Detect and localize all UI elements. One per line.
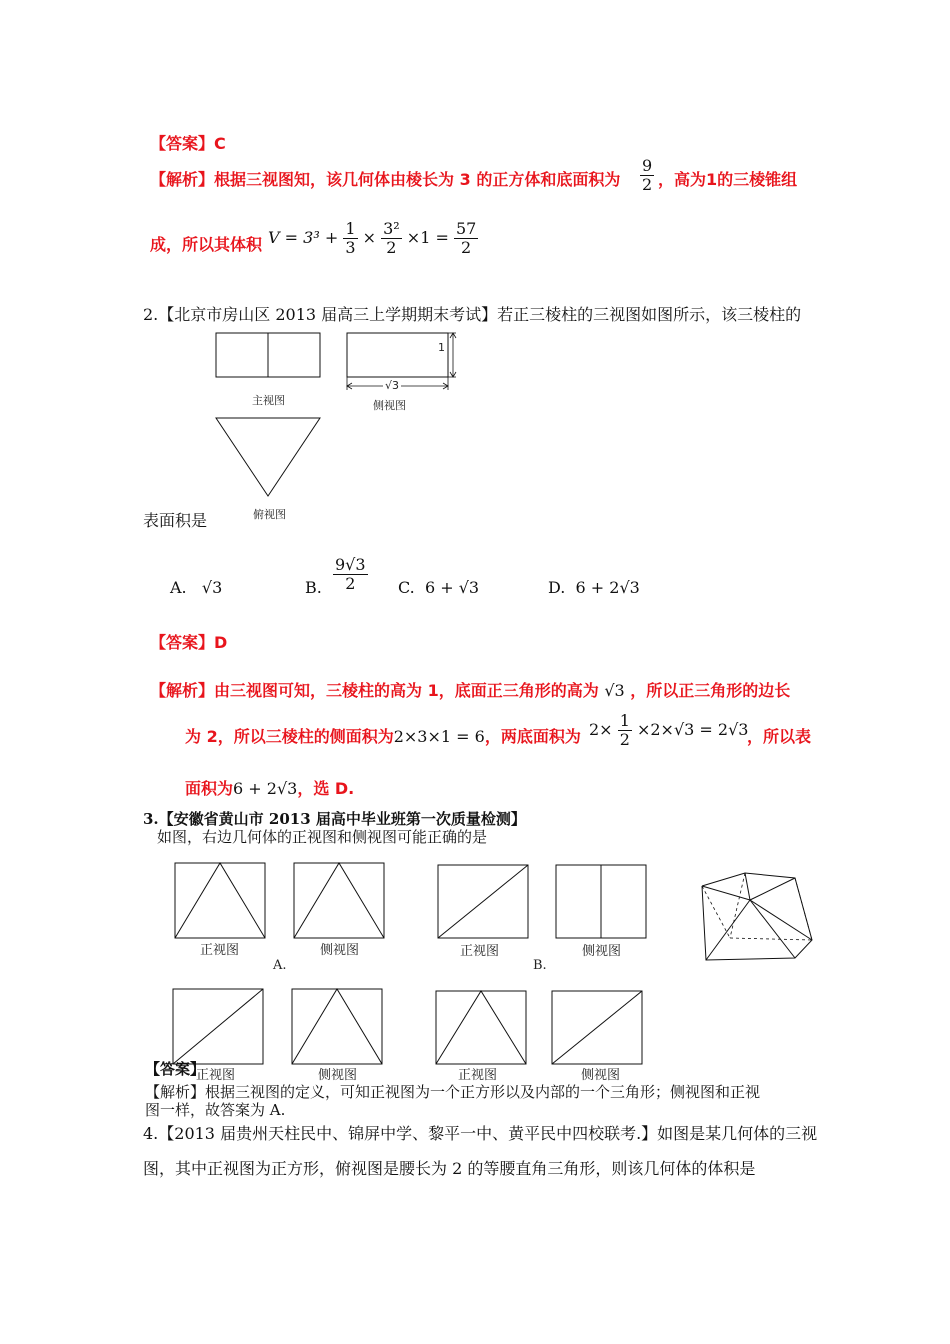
q2-analysis-line1: 【解析】由三视图可知，三棱柱的高为 1，底面正三角形的高为 √3 ，所以正三角形的边长 <box>150 681 791 700</box>
q1-volume-formula: V = 3³ + $\frac{1}{3}$ × $\frac{\text{3²}}{2}$ ×1 = $\frac{57}{2}$ <box>268 219 477 257</box>
q3-side-label-2: 侧视图 <box>582 944 622 959</box>
q2-stem: 2.【北京市房山区 2013 届高三上学期期末考试】若正三棱柱的三视图如图所示，该三棱柱的 <box>143 305 802 324</box>
q2-side-view-rect <box>347 333 448 377</box>
q2-front-view-label: 主视图 <box>252 394 285 407</box>
q2-analysis-line2: 为 2，所以三棱柱的侧面积为2×3×1 = 6，两底面积为 <box>185 727 581 746</box>
q2-analysis-line2-math: 2× $\frac{1}{2}$ ×2×√3 = 2√3 <box>589 711 749 749</box>
q3-stem-title: 3.【安徽省黄山市 2013 届高中毕业班第一次质量检测】 <box>143 810 526 828</box>
q3-stem-line: 如图，右边几何体的正视图和侧视图可能正确的是 <box>157 828 488 846</box>
q3-analysis-line2: 图一样，故答案为 A. <box>145 1101 286 1119</box>
q3-option-b: B. <box>533 958 547 973</box>
q1-analysis-line1-tail: ，高为1的三棱锥组 <box>658 170 798 189</box>
q2-dim-width: √3 <box>385 379 400 392</box>
q4-stem-line2: 图，其中正视图为正方形，俯视图是腰长为 2 的等腰直角三角形，则该几何体的体积是 <box>143 1159 756 1178</box>
q3-front-label-2: 正视图 <box>460 944 500 959</box>
q2-option-d: D. 6 + 2√3 <box>548 578 640 597</box>
q2-three-views <box>210 328 470 528</box>
q2-top-view-label: 俯视图 <box>253 508 286 521</box>
q1-base-area-fraction: $\frac{9}{2}$ <box>642 156 653 194</box>
q2-analysis-line2-tail: ，所以表 <box>747 727 812 746</box>
q2-option-b-fraction: $\frac{9√3}{2}$ <box>335 555 366 593</box>
q2-dim-height: 1 <box>438 341 445 354</box>
q2-option-a: A. √3 <box>170 578 223 597</box>
q2-option-b-letter: B. <box>305 578 322 597</box>
q3-front-label-4: 正视图 <box>458 1068 498 1083</box>
q1-analysis-line1: 【解析】根据三视图知，该几何体由棱长为 3 的正方体和底面积为 <box>150 170 621 189</box>
q3-side-label-4: 侧视图 <box>581 1068 621 1083</box>
q2-option-c: C. 6 + √3 <box>398 578 480 597</box>
q2-answer: 【答案】D <box>150 633 228 652</box>
q3-analysis: 【解析】根据三视图的定义，可知正视图为一个正方形以及内部的一个三角形；侧视图和正视 <box>145 1083 761 1101</box>
q4-stem-line1: 4.【2013 届贵州天柱民中、锦屏中学、黎平一中、黄平民中四校联考.】如图是某几何体的三视 <box>143 1124 818 1143</box>
q1-answer: 【答案】C <box>150 134 226 153</box>
q3-answer: 【答案】 <box>145 1060 206 1078</box>
q3-side-label-3: 侧视图 <box>318 1068 358 1083</box>
q3-front-label-3: 正视图 <box>196 1068 236 1083</box>
q2-analysis-line3: 面积为6 + 2√3，选 D. <box>185 779 355 798</box>
q2-top-view-triangle <box>216 418 320 496</box>
q3-figures <box>170 858 830 1070</box>
q2-stem-line2: 表面积是 <box>143 511 208 530</box>
q2-side-view-label: 侧视图 <box>373 399 406 412</box>
q3-option-a: A. <box>273 958 287 973</box>
q3-side-label-1: 侧视图 <box>320 943 360 958</box>
q1-analysis-line2: 成，所以其体积 <box>150 235 263 254</box>
q3-front-label-1: 正视图 <box>200 943 240 958</box>
